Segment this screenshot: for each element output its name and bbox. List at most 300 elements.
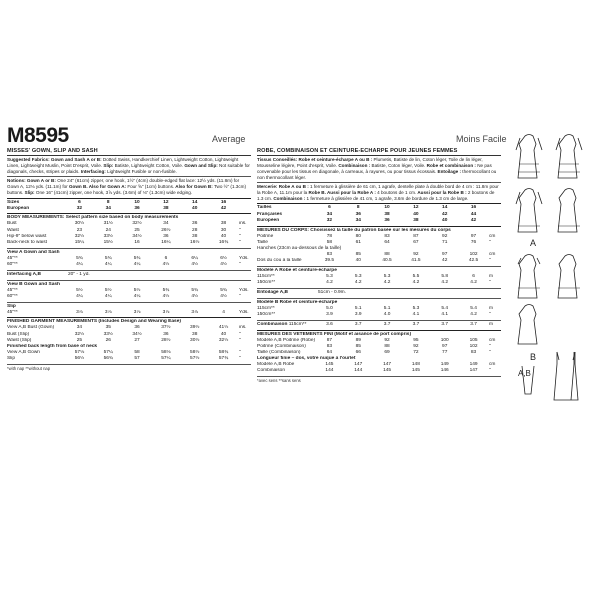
cell-value: 28½ [161, 337, 171, 343]
cell-value: 39½ [190, 325, 200, 331]
cell-value: 92 [384, 337, 390, 343]
cell-value: 61 [355, 239, 361, 245]
cell-value: 92 [442, 233, 448, 239]
cell-value: 3.7 [470, 321, 477, 327]
cell-value: 5.1 [354, 305, 362, 311]
size-value: 44 [470, 211, 477, 217]
size-value: 40 [413, 211, 419, 217]
slip-title-en: Slip [7, 303, 16, 309]
row-label: View A,B Gown [7, 349, 40, 355]
size-value: 38 [384, 211, 390, 217]
cell-value: 16¾ [218, 240, 229, 246]
cell-value: 27 [134, 337, 140, 343]
size-value: 8 [356, 205, 360, 211]
row-label: Back-neck to waist [7, 240, 47, 246]
cell-value: 5.3 [326, 274, 333, 280]
cell-value: 78 [326, 233, 333, 239]
row-label: Modèle A,B Robe [257, 362, 295, 368]
difficulty-level-fr: Moins Facile [456, 134, 507, 144]
cell-value: 6¼ [191, 255, 199, 261]
cell-value: 4½ [162, 262, 170, 268]
cell-value: 145 [325, 362, 334, 368]
cell-value: 4.2 [412, 280, 420, 286]
row-label: 115cm** [257, 274, 275, 280]
cell-value: 83 [326, 252, 333, 258]
cell-value: 40 [220, 331, 227, 337]
cell-value: 83 [470, 350, 477, 356]
cell-value: 24 [105, 227, 111, 233]
view-a-title-en: View A Gown and Sash [7, 249, 60, 255]
row-label: Waist (Slip) [7, 337, 32, 343]
cell-value: 64 [326, 350, 333, 356]
table-row [257, 280, 501, 286]
cell-value: 16 [134, 240, 140, 246]
unit: m [489, 321, 493, 327]
slip-yardage-en [7, 310, 251, 316]
cell-value: 56¾ [103, 356, 113, 362]
view-b-yardage-fr [257, 306, 501, 318]
cell-value: 102 [469, 343, 478, 349]
interfacing-row-fr: Entoilage A,B 51cm - 0.9m. [257, 290, 346, 296]
size-value: 14 [442, 205, 448, 211]
section-title-fr: ROBE, COMBINAISON ET CEINTURE-ÉCHARPE POUR JEUNES FEMMES [257, 148, 501, 156]
body-measurements-table-fr [257, 234, 501, 265]
cell-value: 3.9 [326, 312, 333, 318]
finished-table-en [7, 325, 251, 344]
length-title-en: Finished back length from base of neck [7, 343, 98, 349]
unit: cm [489, 362, 496, 368]
cell-value: 34 [163, 221, 169, 227]
cell-value: 15½ [103, 240, 113, 246]
cell-value: 15¼ [74, 240, 85, 246]
cell-value: 4¼ [133, 262, 141, 268]
cell-value: 147 [469, 368, 478, 374]
size-value: 32 [326, 217, 333, 223]
cell-value: 4.1 [441, 312, 449, 318]
row-label: Hip-9" below waist [7, 233, 47, 239]
cell-value: 105 [469, 337, 478, 343]
body-measurements-title-fr: MESURES DU CORPS: Choisissez la taille du patron basée sur les mesures du corps [257, 227, 451, 233]
size-value: 12 [163, 199, 169, 205]
garment-sketches [512, 128, 594, 418]
row-label: Combinaison 115cm** [257, 321, 307, 327]
cell-value: 57⅛ [74, 349, 85, 355]
cell-value: 64 [384, 239, 390, 245]
unit: " [239, 227, 241, 233]
finished-table-fr [257, 338, 501, 357]
cell-value: 58½ [190, 349, 200, 355]
unit: " [239, 331, 241, 337]
view-label-a: A [530, 238, 537, 248]
pattern-number: M8595 [7, 124, 69, 147]
cell-value: 58 [326, 239, 333, 245]
cell-value: 4.1 [412, 312, 420, 318]
cell-value: 146 [440, 368, 449, 374]
cell-value: 4½ [162, 293, 170, 299]
cell-value: 100 [440, 337, 449, 343]
cell-value: 37½ [161, 325, 171, 331]
unit: Yds. [239, 309, 249, 315]
unit: ins. [239, 325, 247, 331]
cell-value: 4¼ [104, 262, 112, 268]
row-label: 150cm** [257, 280, 276, 286]
cell-value: 5.1 [383, 305, 391, 311]
cell-value: 36 [192, 221, 198, 227]
cell-value: 39.5 [324, 258, 335, 264]
cell-value: 3⅞ [104, 309, 112, 315]
cell-value: 32½ [132, 221, 142, 227]
cell-value: 34 [76, 325, 83, 331]
row-label: 60"** [7, 293, 18, 299]
size-value: 6 [78, 199, 81, 205]
cell-value: 5.4 [470, 305, 477, 311]
row-label: 45"** [7, 287, 18, 293]
cell-value: 40.5 [382, 258, 392, 264]
slip-yardage-fr [257, 322, 501, 328]
unit: Yds. [239, 287, 249, 293]
cell-value: 56½ [74, 356, 85, 362]
table-row [7, 294, 251, 300]
cell-value: 85 [355, 252, 361, 258]
cell-value: 3.9 [354, 312, 362, 318]
size-value: 16 [470, 205, 477, 211]
cell-value: 26½ [161, 227, 171, 233]
row-label: Poitrine (Combinaison) [257, 343, 306, 349]
unit: m [489, 274, 493, 280]
unit: " [489, 280, 491, 286]
cell-value: 92 [413, 252, 419, 258]
size-value: 34 [326, 211, 333, 217]
cell-value: 16½ [190, 240, 200, 246]
unit: " [489, 343, 491, 349]
cell-value: 36 [163, 331, 169, 337]
sizes-table-en: Sizes 6 8 10 12 14 16 European 32 34 36 38 40 42 [7, 200, 251, 212]
body-measurements-table-en [7, 221, 251, 246]
row-label: Bust [7, 221, 17, 227]
cell-value: 4.2 [441, 280, 449, 286]
view-b-yardage-en [7, 288, 251, 300]
cell-value: 6 [164, 255, 168, 261]
cell-value: 92 [413, 343, 419, 349]
french-column [257, 148, 501, 384]
row-label: 45"** [7, 309, 18, 315]
cell-value: 5½ [104, 287, 112, 293]
cell-value: 97 [442, 252, 448, 258]
footnote-fr: *avec sens **sans sens [257, 378, 301, 384]
cell-value: 76 [470, 239, 477, 245]
unit: cm [489, 252, 496, 258]
cell-value: 38 [192, 233, 198, 239]
cell-value: 149 [440, 362, 449, 368]
cell-value: 41.5 [411, 258, 421, 264]
unit: cm [489, 337, 496, 343]
cell-value: 4½ [191, 262, 199, 268]
cell-value: 144 [354, 368, 363, 374]
cell-value: 35 [105, 325, 111, 331]
size-value: 6 [328, 205, 331, 211]
cell-value: 83 [384, 233, 390, 239]
cell-value: 4.2 [354, 280, 362, 286]
cell-value: 89 [355, 337, 361, 343]
unit: " [489, 239, 491, 245]
view-a-yardage-fr [257, 274, 501, 286]
length-title-fr: Longueur finie – dos, votre nuque à l'ourlet [257, 356, 356, 362]
size-value: 34 [355, 217, 361, 223]
view-a-title-fr: Modèle A Robe et ceinture-écharpe [257, 268, 337, 274]
cell-value: 58¾ [218, 349, 229, 355]
unit: " [239, 293, 241, 299]
body-measurements-title-en: BODY MEASUREMENTS: Select pattern size based on body measurements [7, 215, 179, 221]
cell-value: 5¾ [191, 287, 199, 293]
cell-value: 4 [222, 309, 225, 315]
cell-value: 3.7 [354, 321, 362, 327]
unit: " [489, 368, 491, 374]
cell-value: 5.3 [383, 274, 391, 280]
cell-value: 3.7 [441, 321, 449, 327]
cell-value: 57¼ [103, 349, 113, 355]
cell-value: 3.7 [383, 321, 391, 327]
cell-value: 77 [442, 350, 448, 356]
row-label: Combinaison [257, 368, 285, 374]
cell-value: 25 [134, 227, 140, 233]
cell-value: 4.2 [470, 280, 477, 286]
row-label: Poitrine [257, 233, 274, 239]
cell-value: 31½ [103, 221, 113, 227]
cell-value: 57¼ [161, 356, 171, 362]
unit: Yds. [239, 255, 249, 261]
cell-value: 5½ [133, 287, 141, 293]
cell-value: 5¾ [220, 287, 227, 293]
cell-value: 28 [192, 227, 198, 233]
cell-value: 30 [220, 227, 227, 233]
size-value: 42 [220, 205, 227, 211]
cell-value: 3.7 [412, 321, 420, 327]
cell-value: 80 [355, 233, 361, 239]
suggested-fabrics-en: Suggested Fabrics: Gown and Sash A or B: Dotted Swiss, Handkerchief Linen, Lightweight Cotton, Lightweight Linen, Lightweight Muslin, Point D'esprit, Voile. Slip: Batiste, Lightweight Cotton, Voile. Gown and Slip: Not suitable for diagonals, checks, stripes or plaids. Interfacing: Lightweight Fusible or non-fusible. [7, 157, 250, 174]
cell-value: 3⅞ [76, 309, 83, 315]
cell-value: 32½ [74, 233, 85, 239]
sizes-table-fr: Tailles 6 8 10 12 14 16 Françaises 34 36 38 40 42 44 Européen 32 34 36 38 40 42 [257, 205, 501, 224]
cell-value: 145 [383, 368, 392, 374]
row-label: Waist [7, 227, 19, 233]
cell-value: 5½ [76, 287, 83, 293]
unit: " [239, 262, 241, 268]
cell-value: 147 [354, 362, 363, 368]
unit: m [489, 305, 493, 311]
cell-value: 71 [442, 239, 448, 245]
cell-value: 40 [220, 233, 227, 239]
cell-value: 5¾ [133, 255, 141, 261]
cell-value: 144 [325, 368, 334, 374]
view-b-title-fr: Modèle B Robe et ceinture-écharpe [257, 299, 338, 305]
table-row [7, 356, 251, 362]
cell-value: 38 [220, 221, 227, 227]
table-row [257, 368, 501, 374]
cell-value: 3⅞ [162, 309, 170, 315]
cell-value: 5.4 [441, 305, 449, 311]
table-row [7, 262, 251, 268]
cell-value: 4.2 [470, 312, 477, 318]
cell-value: 67 [413, 239, 419, 245]
view-a-yardage-en [7, 256, 251, 268]
unit: " [239, 337, 241, 343]
cell-value: 57¾ [218, 356, 229, 362]
cell-value: 4.2 [383, 280, 391, 286]
cell-value: 30½ [190, 337, 200, 343]
cell-value: 38 [192, 331, 198, 337]
cell-value: 97 [470, 233, 477, 239]
table-row [257, 258, 501, 264]
row-label: View A,B Bust (Gown) [7, 325, 55, 331]
cell-value: 5.8 [441, 274, 449, 280]
row-label: Bust (Slip) [7, 331, 30, 337]
section-title-en: MISSES' GOWN, SLIP AND SASH [7, 148, 251, 156]
footnote-en: *with nap **without nap [7, 365, 51, 371]
view-a-detail-sketch [516, 189, 580, 233]
cell-value: 34½ [132, 233, 142, 239]
cell-value: 58⅛ [161, 349, 171, 355]
size-value: 38 [413, 217, 419, 223]
cell-value: 5¾ [162, 287, 170, 293]
size-value: 42 [442, 211, 448, 217]
cell-value: 5.0 [326, 305, 333, 311]
size-value: 8 [106, 199, 110, 205]
cell-value: 5.3 [354, 274, 362, 280]
cell-value: 25 [76, 337, 83, 343]
cell-value: 85 [355, 343, 361, 349]
cell-value: 4.2 [326, 280, 333, 286]
row-label: Taille [257, 239, 268, 245]
view-a-front-sketch [516, 135, 542, 179]
unit: " [489, 350, 491, 356]
cell-value: 4½ [220, 262, 227, 268]
unit: " [489, 312, 491, 318]
cell-value: 6 [472, 274, 475, 280]
size-value: 36 [355, 211, 361, 217]
cell-value: 5¾ [104, 255, 112, 261]
view-b-sketch [518, 255, 580, 345]
table-row [7, 240, 251, 246]
cell-value: 41½ [218, 325, 229, 331]
row-label: 45"** [7, 255, 18, 261]
cell-value: 36 [163, 233, 169, 239]
slip-sketch [554, 352, 578, 400]
finished-title-fr: MESURES DES VÊTEMENTS FINI (Motif et aisance de port compris) [257, 331, 412, 337]
cell-value: 87 [413, 233, 419, 239]
size-value: 10 [384, 205, 390, 211]
size-value: 12 [413, 205, 419, 211]
size-value: 42 [470, 217, 477, 223]
cell-value: 5¾ [76, 255, 83, 261]
suggested-fabrics-fr: Tissus Conseillés: Robe et ceinture-écharpe A ou B : Plumetis, Batiste de lin, Coton léger, Toile de lin léger, Mousseline légère, Point d'esprit, Voile. Combinaison : Batiste, Coton léger, Voile. Robe et combinaison : Ne pas convenable pour les tissus en diagonale, à carreaux, à rayures, ou pour tissus écossais. Entoilage : thermocollant ou non thermocollant léger. [257, 157, 497, 180]
row-label: 150cm** [257, 312, 276, 318]
length-table-en [7, 350, 251, 362]
cell-value: 3⅞ [191, 309, 199, 315]
cell-value: 6½ [220, 255, 227, 261]
view-label-b: B [530, 352, 537, 362]
cell-value: 4¼ [76, 262, 83, 268]
size-value: 40 [192, 205, 198, 211]
cell-value: 4¼ [76, 293, 83, 299]
cell-value: 42 [442, 258, 448, 264]
cell-value: 88 [384, 252, 390, 258]
cell-value: 5.5 [412, 274, 420, 280]
cell-value: 4½ [191, 293, 199, 299]
cell-value: 83 [326, 343, 333, 349]
cell-value: 102 [469, 252, 478, 258]
cell-value: 4¼ [133, 293, 141, 299]
cell-value: 148 [411, 362, 420, 368]
size-value: 10 [134, 199, 140, 205]
view-label-ab: A,B [518, 369, 531, 378]
cell-value: 4.0 [383, 312, 391, 318]
cell-value: 32½ [74, 331, 85, 337]
cell-value: 147 [383, 362, 392, 368]
table-row [257, 322, 501, 328]
cell-value: 69 [384, 350, 390, 356]
size-value: 16 [220, 199, 227, 205]
row-label: 60"** [7, 262, 18, 268]
cell-value: 16¼ [161, 240, 171, 246]
cell-value: 145 [411, 368, 420, 374]
cell-value: 30½ [74, 221, 85, 227]
mercerie-fr: Mercerie: Robe A ou B : 1 fermeture à glissière de 61 cm, 1 agrafe, dentelle plate à double bord de 4 cm : 11.8m pour la Robe A, 11.1m pour la Robe B. Aussi pour la Robe A : 4 boutons de 1 cm. Aussi pour la Robe B : 2 boutons de 1.3 cm. Combinaison : 1 fermeture à glissière de 41 cm, 1 agrafe, 3.6m de bordure de 1.3 cm de large. [257, 184, 499, 202]
unit: ins. [239, 221, 247, 227]
cell-value: 26 [105, 337, 111, 343]
cell-value: 32½ [218, 337, 229, 343]
row-label: 115cm** [257, 305, 275, 311]
unit: cm [489, 233, 496, 239]
view-a-back-sketch [556, 135, 582, 179]
unit: " [239, 356, 241, 362]
cell-value: 57 [134, 356, 140, 362]
view-b-title-en: View B Gown and Sash [7, 281, 60, 287]
cell-value: 42.5 [468, 258, 479, 264]
interfacing-row-en: Interfacing A,B 20" - 1 yd. [7, 271, 90, 277]
cell-value: 97 [442, 343, 448, 349]
cell-value: 33½ [103, 331, 113, 337]
size-value: 36 [384, 217, 390, 223]
cell-value: 87 [326, 337, 333, 343]
cell-value: 58 [134, 349, 140, 355]
cell-value: 33½ [103, 233, 113, 239]
cell-value: 66 [355, 350, 361, 356]
cell-value: 4¼ [104, 293, 112, 299]
cell-value: 4½ [220, 293, 227, 299]
size-value: 38 [163, 205, 169, 211]
size-value: 14 [192, 199, 198, 205]
length-table-fr [257, 362, 501, 374]
unit: " [489, 258, 491, 264]
row-label: Taille (Combinaison) [257, 350, 301, 356]
unit: " [239, 240, 241, 246]
cell-value: 88 [384, 343, 390, 349]
cell-value: 5.3 [412, 305, 420, 311]
cell-value: 36 [134, 325, 140, 331]
row-label: Dos du cou à la taille [257, 258, 302, 264]
row-label: Hanches (23cm au-dessous de la taille) [257, 245, 342, 251]
size-value: 32 [76, 205, 83, 211]
size-value: 40 [442, 217, 448, 223]
unit: " [239, 349, 241, 355]
cell-value: 72 [413, 350, 419, 356]
notions-en: Notions: Gown A or B: One 24" (61cm) zipper, one hook, 1½" (4cm) double-edged flat lace: 12½ yds. (11.8m) for Gown A, 12⅛ yds. (11.1m) for Gown B. Also for Gown A: Four ⅝" (1cm) buttons. Also for Gown B: Two ½" (1.3cm) buttons. Slip: One 16" (41cm) zipper, one hook, 3⅞ yds. (3.6m) of ⅛" (1.3cm) wide edging. [7, 178, 246, 196]
table-row [257, 312, 501, 318]
cell-value: 40 [355, 258, 361, 264]
difficulty-level-en: Average [212, 134, 246, 144]
english-column [7, 148, 251, 372]
cell-value: 23 [76, 227, 83, 233]
